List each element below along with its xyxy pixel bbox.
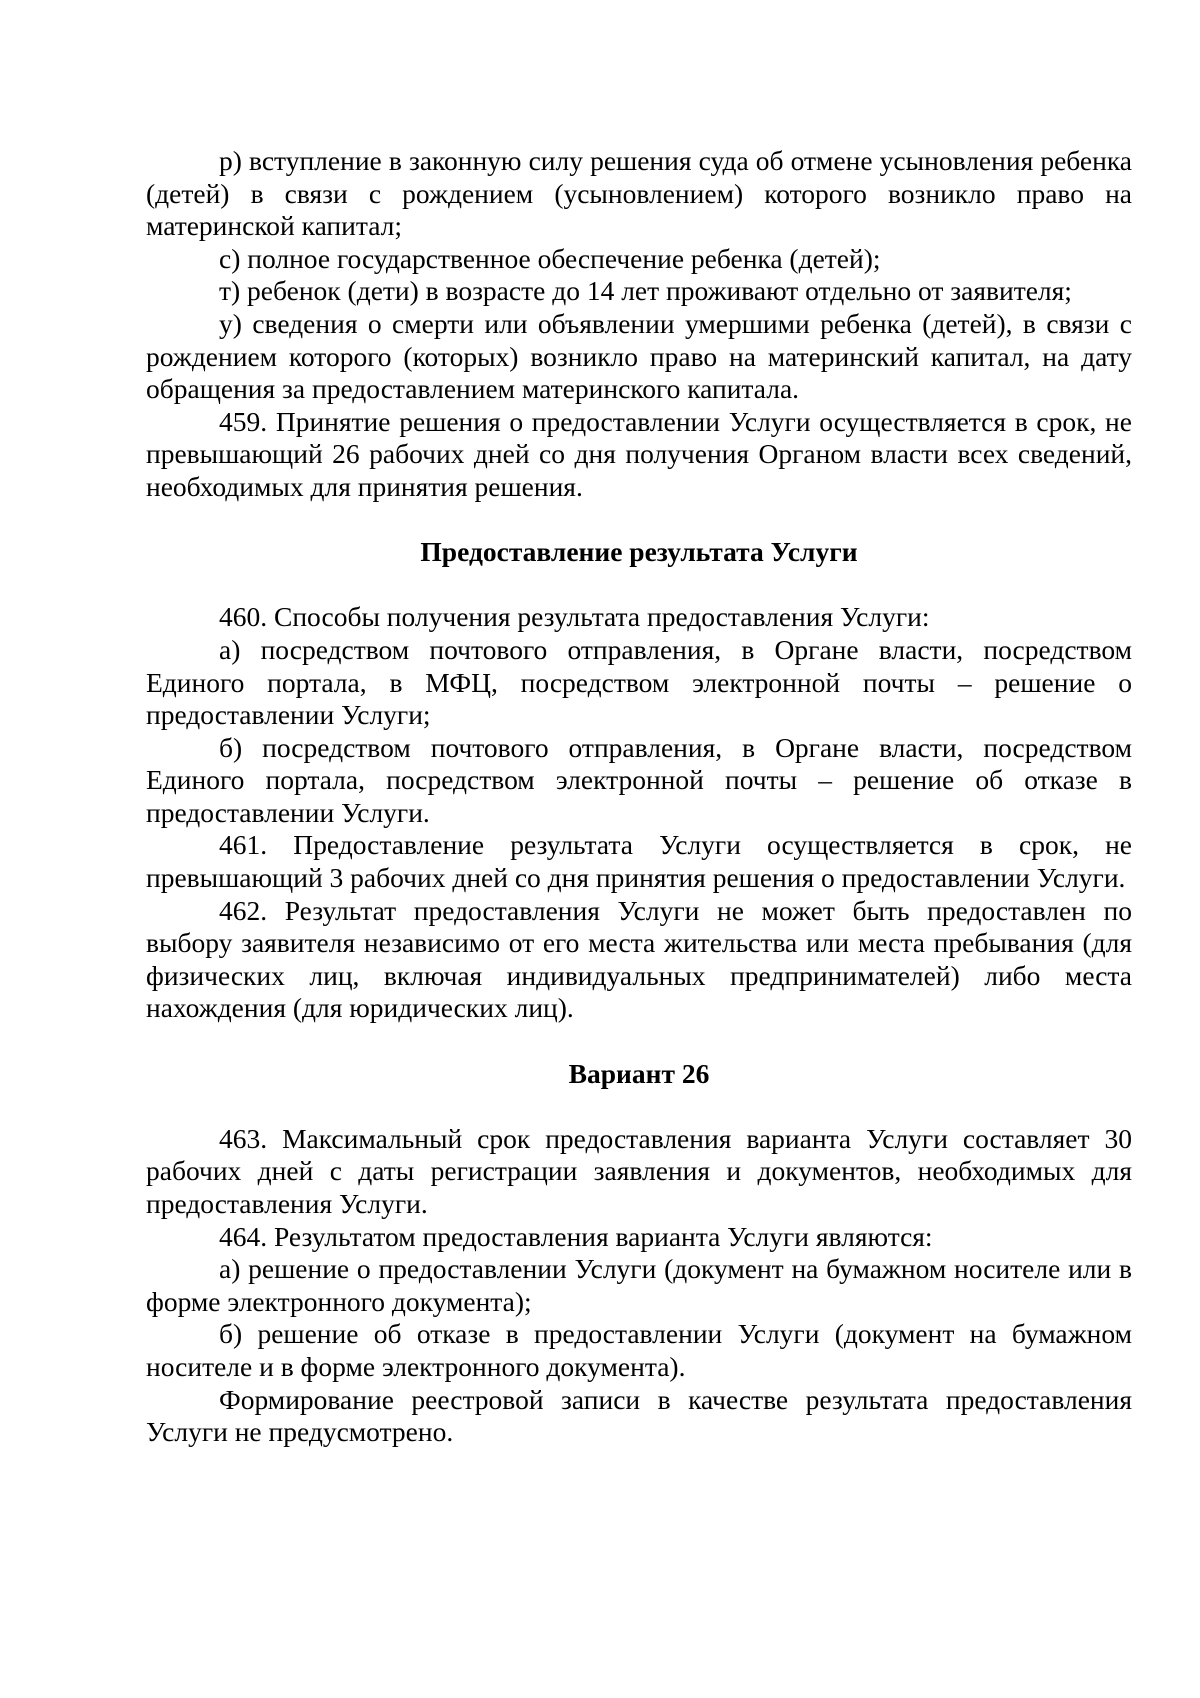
paragraph-464-b: б) решение об отказе в предоставлении Услуги (документ на бумажном носителе и в форме электронного документа). (146, 1318, 1132, 1382)
document-body (146, 145, 1132, 1449)
section-heading-variant: Вариант 26 (568, 1057, 710, 1089)
paragraph-460: 460. Способы получения результата предоставления Услуги: (219, 601, 930, 633)
paragraph-460-b: б) посредством почтового отправления, в Органе власти, посредством Единого портала, посредством электронной почты – решение об отказе в предоставлении Услуги. (146, 731, 1132, 828)
paragraph-460-a: а) посредством почтового отправления, в Органе власти, посредством Единого портала, в МФЦ, посредством электронной почты – решение о предоставлении Услуги; (146, 633, 1132, 731)
paragraph-s: с) полное государственное обеспечение ребенка (детей); (219, 242, 881, 274)
paragraph-462: 462. Результат предоставления Услуги не может быть предоставлен по выбору заявителя независимо от его места жительства или места пребывания (для физических лиц, включая индивидуальных предпринимателей) либо места нахождения (для юридических лиц). (146, 894, 1132, 1024)
paragraph-459: 459. Принятие решения о предоставлении Услуги осуществляется в срок, не превышающий 26 рабочих дней со дня получения Органом власти всех сведений, необходимых для принятия решения. (146, 405, 1132, 502)
section-heading-result: Предоставление результата Услуги (420, 536, 858, 568)
paragraph-464-a: а) решение о предоставлении Услуги (документ на бумажном носителе или в форме электронного документа); (146, 1253, 1132, 1317)
paragraph-u: у) сведения о смерти или объявлении умершими ребенка (детей), в связи с рождением которого (которых) возникло право на материнский капитал, на дату обращения за предоставлением материнского капитала. (146, 307, 1132, 405)
paragraph-464: 464. Результатом предоставления варианта Услуги являются: (219, 1220, 933, 1252)
paragraph-r: р) вступление в законную силу решения суда об отмене усыновления ребенка (детей) в связи с рождением (усыновлением) которого возникло право на материнской капитал; (146, 145, 1132, 242)
paragraph-461: 461. Предоставление результата Услуги осуществляется в срок, не превышающий 3 рабочих дней со дня принятия решения о предоставлении Услуги. (146, 829, 1132, 894)
paragraph-t: т) ребенок (дети) в возрасте до 14 лет проживают отдельно от заявителя; (219, 275, 1072, 307)
paragraph-463: 463. Максимальный срок предоставления варианта Услуги составляет 30 рабочих дней с даты регистрации заявления и документов, необходимых для предоставления Услуги. (146, 1122, 1132, 1219)
paragraph-registry-note: Формирование реестровой записи в качестве результата предоставления Услуги не предусмотрено. (146, 1383, 1132, 1448)
